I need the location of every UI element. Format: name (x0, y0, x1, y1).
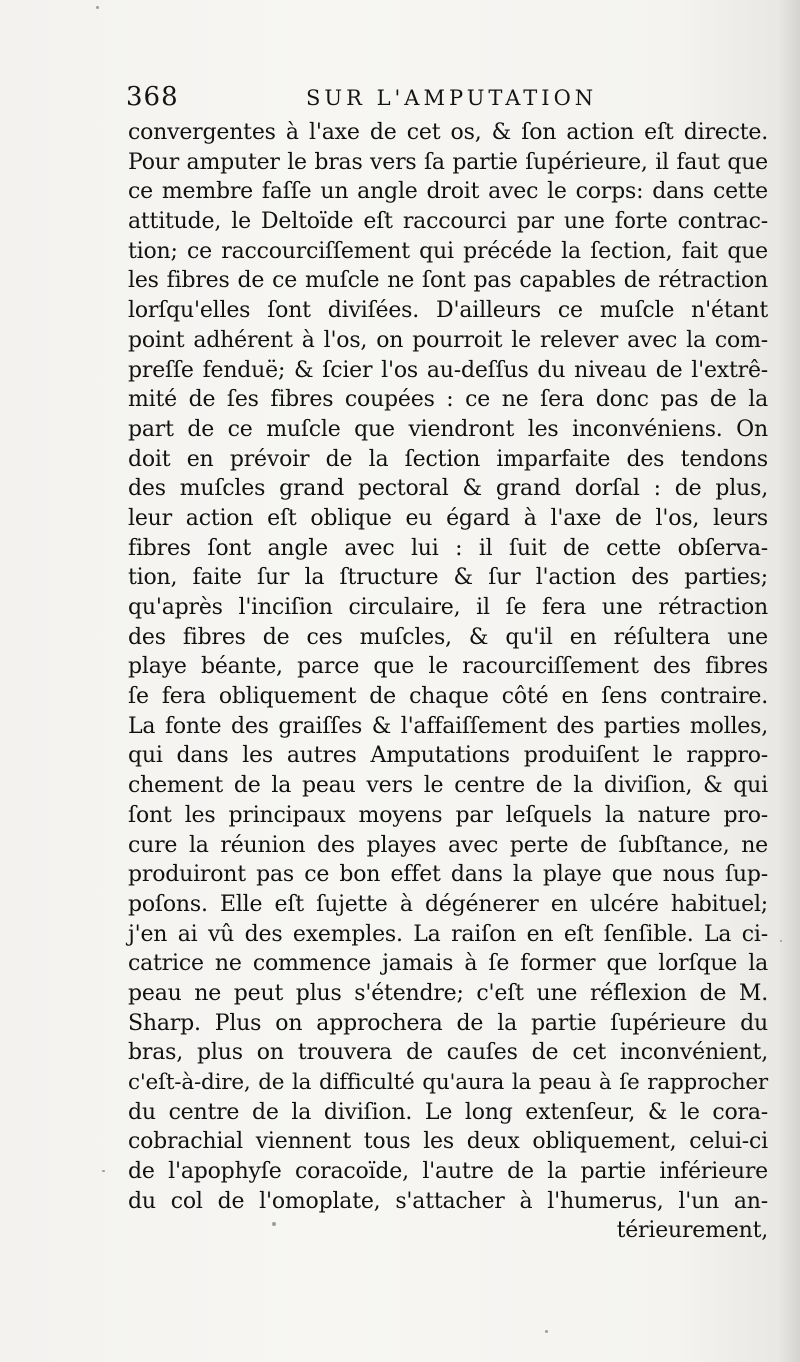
text-line: ſont les principaux moyens par leſquels la nature pro- (128, 802, 768, 828)
catchword: térieurement, (616, 1218, 768, 1244)
text-line: j'en ai vû des exemples. La raiſon en eſt ſenſible. La ci- (128, 921, 768, 947)
text-line: c'eſt-à-dire, de la difficulté qu'aura la peau à ſe rapprocher (128, 1070, 768, 1095)
text-line: preſſe fenduë; & ſcier l'os au-deſſus du niveau de l'extrê- (128, 357, 768, 383)
text-line: de l'apophyſe coracoïde, l'autre de la partie inférieure (128, 1159, 768, 1185)
text-line: du col de l'omoplate, s'attacher à l'humerus, l'un an- (128, 1188, 768, 1214)
body-text (128, 118, 768, 1246)
text-line: convergentes à l'axe de cet os, & ſon action eſt directe. (128, 120, 768, 145)
text-line: qui dans les autres Amputations produiſent le rappro- (128, 743, 768, 769)
text-line: bras, plus on trouvera de cauſes de cet inconvénient, (128, 1040, 768, 1066)
text-line: La fonte des graiſſes & l'affaiſſement des parties molles, (128, 713, 768, 739)
text-line: point adhérent à l'os, on pourroit le relever avec la com- (128, 327, 768, 353)
text-line: qu'après l'inciſion circulaire, il ſe fera une rétraction (128, 595, 768, 620)
text-line: ce membre faſſe un angle droit avec le corps: dans cette (128, 179, 768, 205)
text-line: tion; ce raccourciſſement qui précéde la ſection, fait que (128, 238, 768, 264)
text-line: playe béante, parce que le racourciſſement des fibres (128, 654, 768, 680)
ink-speck (96, 6, 99, 9)
text-line: leur action eſt oblique eu égard à l'axe de l'os, leurs (128, 505, 768, 531)
text-line: attitude, le Deltoïde eſt raccourci par une forte contrac- (128, 209, 768, 235)
text-line: tion, faite ſur la ſtructure & ſur l'action des parties; (128, 565, 768, 591)
text-line: part de ce muſcle que viendront les inconvéniens. On (128, 416, 768, 442)
text-line: fibres ſont angle avec lui : il ſuit de cette obſerva- (128, 535, 768, 561)
text-line: Pour amputer le bras vers ſa partie ſupérieure, il faut que (128, 149, 768, 175)
ink-speck (780, 940, 782, 942)
page-number: 368 (126, 82, 179, 112)
text-line: du centre de la diviſion. Le long extenſeur, & le cora- (128, 1099, 768, 1125)
text-line: cure la réunion des playes avec perte de ſubſtance, ne (128, 832, 768, 858)
text-line: les fibres de ce muſcle ne ſont pas capables de rétraction (128, 268, 768, 294)
text-line: cobrachial viennent tous les deux obliquement, celui-ci (128, 1129, 768, 1155)
text-line: produiront pas ce bon effet dans la playe que nous ſup- (128, 862, 768, 888)
ink-speck (102, 1170, 105, 1172)
text-line: poſons. Elle eſt ſujette à dégénerer en ulcére habituel; (128, 891, 768, 917)
page-edge-shadow (778, 0, 800, 1362)
text-line: catrice ne commence jamais à ſe former que lorſque la (128, 951, 768, 977)
running-title: SUR L'AMPUTATION (306, 86, 598, 110)
text-line: chement de la peau vers le centre de la diviſion, & qui (128, 773, 768, 799)
page-header (118, 82, 768, 122)
text-line: Sharp. Plus on approchera de la partie ſupérieure du (128, 1010, 768, 1036)
text-line: lorſqu'elles ſont diviſées. D'ailleurs ce muſcle n'étant (128, 298, 768, 324)
ink-speck (545, 1330, 548, 1333)
text-line: doit en prévoir de la ſection imparfaite des tendons (128, 446, 768, 472)
text-line: mité de ſes fibres coupées : ce ne ſera donc pas de la (128, 387, 768, 413)
text-line: ſe fera obliquement de chaque côté en ſens contraire. (128, 684, 768, 710)
text-line: des muſcles grand pectoral & grand dorſal : de plus, (128, 476, 768, 502)
text-line: des fibres de ces muſcles, & qu'il en réſultera une (128, 624, 768, 650)
text-line: peau ne peut plus s'étendre; c'eſt une réflexion de M. (128, 980, 768, 1006)
